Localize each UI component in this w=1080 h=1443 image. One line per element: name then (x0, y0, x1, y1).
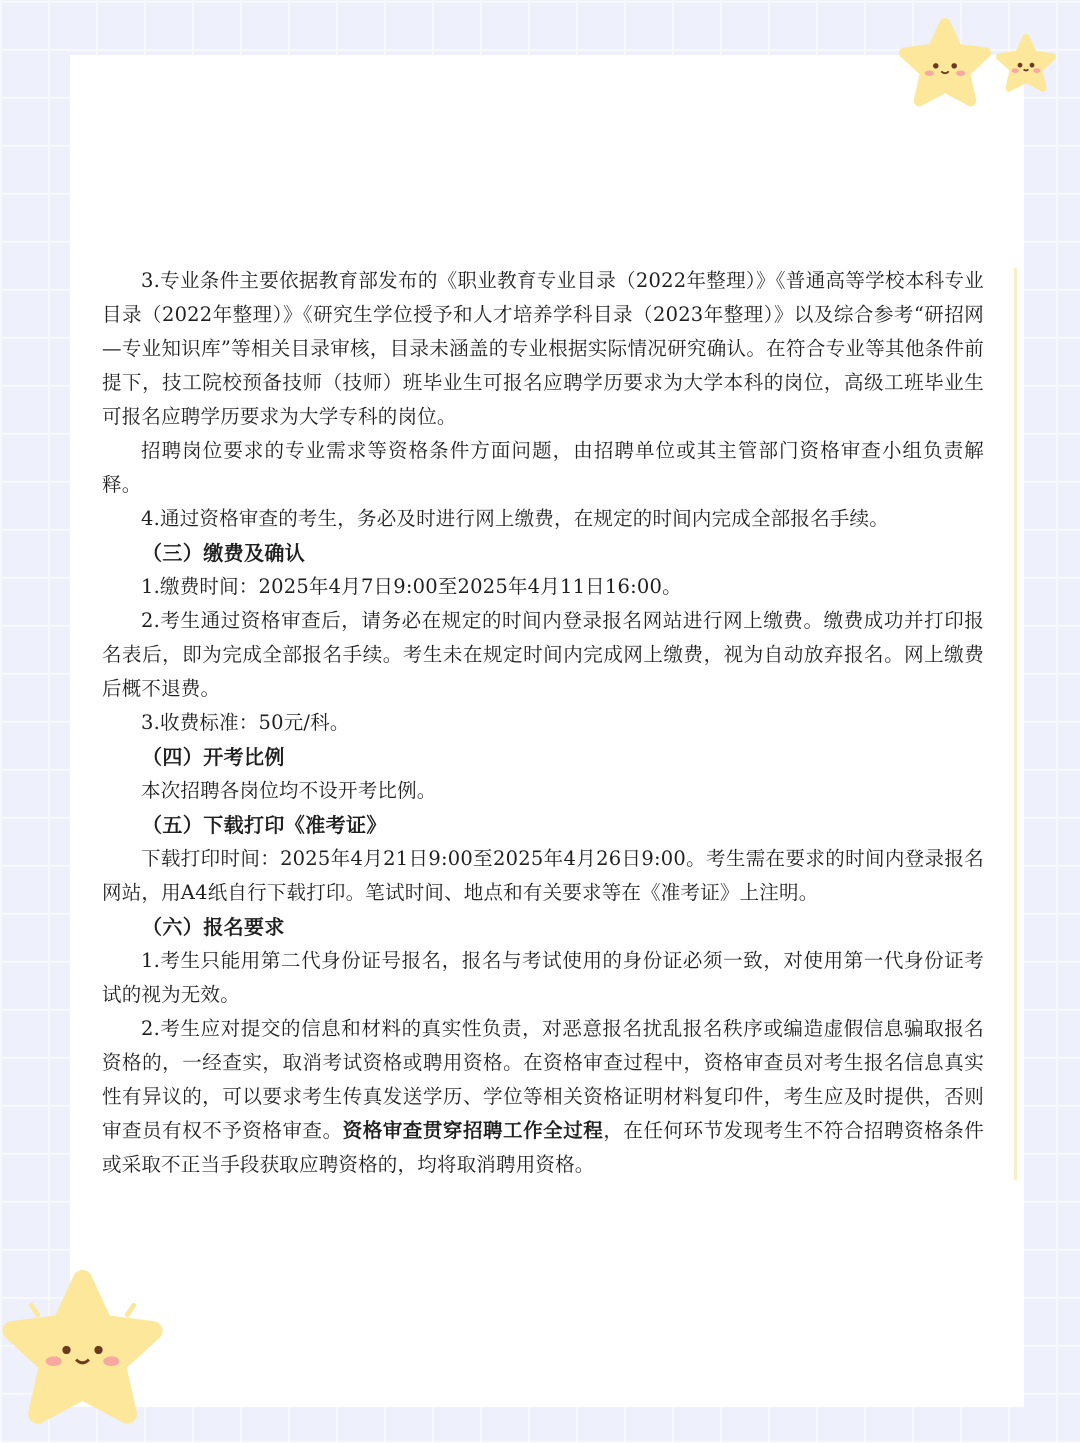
paragraph-download-time: 下载打印时间：2025年4月21日9:00至2025年4月26日9:00。考生需在要求的时间内登录报名网站，用A4纸自行下载打印。笔试时间、地点和有关要求等在《准考证》上注明。 (102, 847, 984, 904)
paragraph-exam-ratio: 本次招聘各岗位均不设开考比例。 (141, 779, 437, 802)
authenticity-emphasis: 资格审查贯穿招聘工作全过程 (342, 1119, 604, 1142)
document-body (102, 264, 984, 1182)
paragraph-payment-reminder: 4.通过资格审查的考生，务必及时进行网上缴费，在规定的时间内完成全部报名手续。 (141, 507, 889, 530)
star-mascot-icon (993, 34, 1059, 94)
section-heading-payment: （三）缴费及确认 (142, 541, 306, 565)
section-heading-exam-ratio: （四）开考比例 (142, 745, 285, 769)
authenticity-text-start: 2.考生应对提交的信息和材料的真实性负责，对恶意报名扰乱报名秩序或编造虚假信息骗取报名资格的，一经查实，取消考试资格或聘用资格。在资格审查过程中，资格审查员对考生报名信息真实性有异议的，可以要求考生传真发送学历、学位等相关资格证明材料复印件，考生应及时提供，否则审查员有权不予资格审查。 (102, 1017, 984, 1142)
star-mascot-icon (895, 18, 995, 110)
authenticity-text-end: ，在任何环节发现考生不符合招聘资格条件或采取不正当手段获取应聘资格的，均将取消聘用资格。 (102, 1119, 984, 1176)
paragraph-qualification-explanation: 招聘岗位要求的专业需求等资格条件方面问题，由招聘单位或其主管部门资格审查小组负责解释。 (102, 439, 984, 496)
paragraph-major-conditions: 3.专业条件主要依据教育部发布的《职业教育专业目录（2022年整理）》《普通高等学校本科专业目录（2022年整理）》《研究生学位授予和人才培养学科目录（2023年整理）》以及综合参考“研招网—专业知识库”等相关目录审核，目录未涵盖的专业根据实际情况研究确认。在符合专业等其他条件前提下，技工院校预备技师（技师）班毕业生可报名应聘学历要求为大学本科的岗位，高级工班毕业生可报名应聘学历要求为大学专科的岗位。 (102, 269, 984, 428)
paragraph-fee-standard: 3.收费标准：50元/科。 (141, 711, 350, 734)
section-heading-requirements: （六）报名要求 (142, 915, 285, 939)
paragraph-payment-process: 2.考生通过资格审查后，请务必在规定的时间内登录报名网站进行网上缴费。缴费成功并打印报名表后，即为完成全部报名手续。考生未在规定时间内完成网上缴费，视为自动放弃报名。网上缴费后概不退费。 (102, 609, 984, 700)
paragraph-authenticity (102, 1012, 984, 1182)
paragraph-id-requirement: 1.考生只能用第二代身份证号报名，报名与考试使用的身份证必须一致，对使用第一代身份证考试的视为无效。 (102, 949, 984, 1006)
section-heading-admission-ticket: （五）下载打印《准考证》 (142, 813, 387, 837)
decorative-side-line (1014, 268, 1017, 1180)
paragraph-payment-time: 1.缴费时间：2025年4月7日9:00至2025年4月11日16:00。 (141, 575, 682, 598)
star-mascot-icon (0, 1270, 165, 1430)
